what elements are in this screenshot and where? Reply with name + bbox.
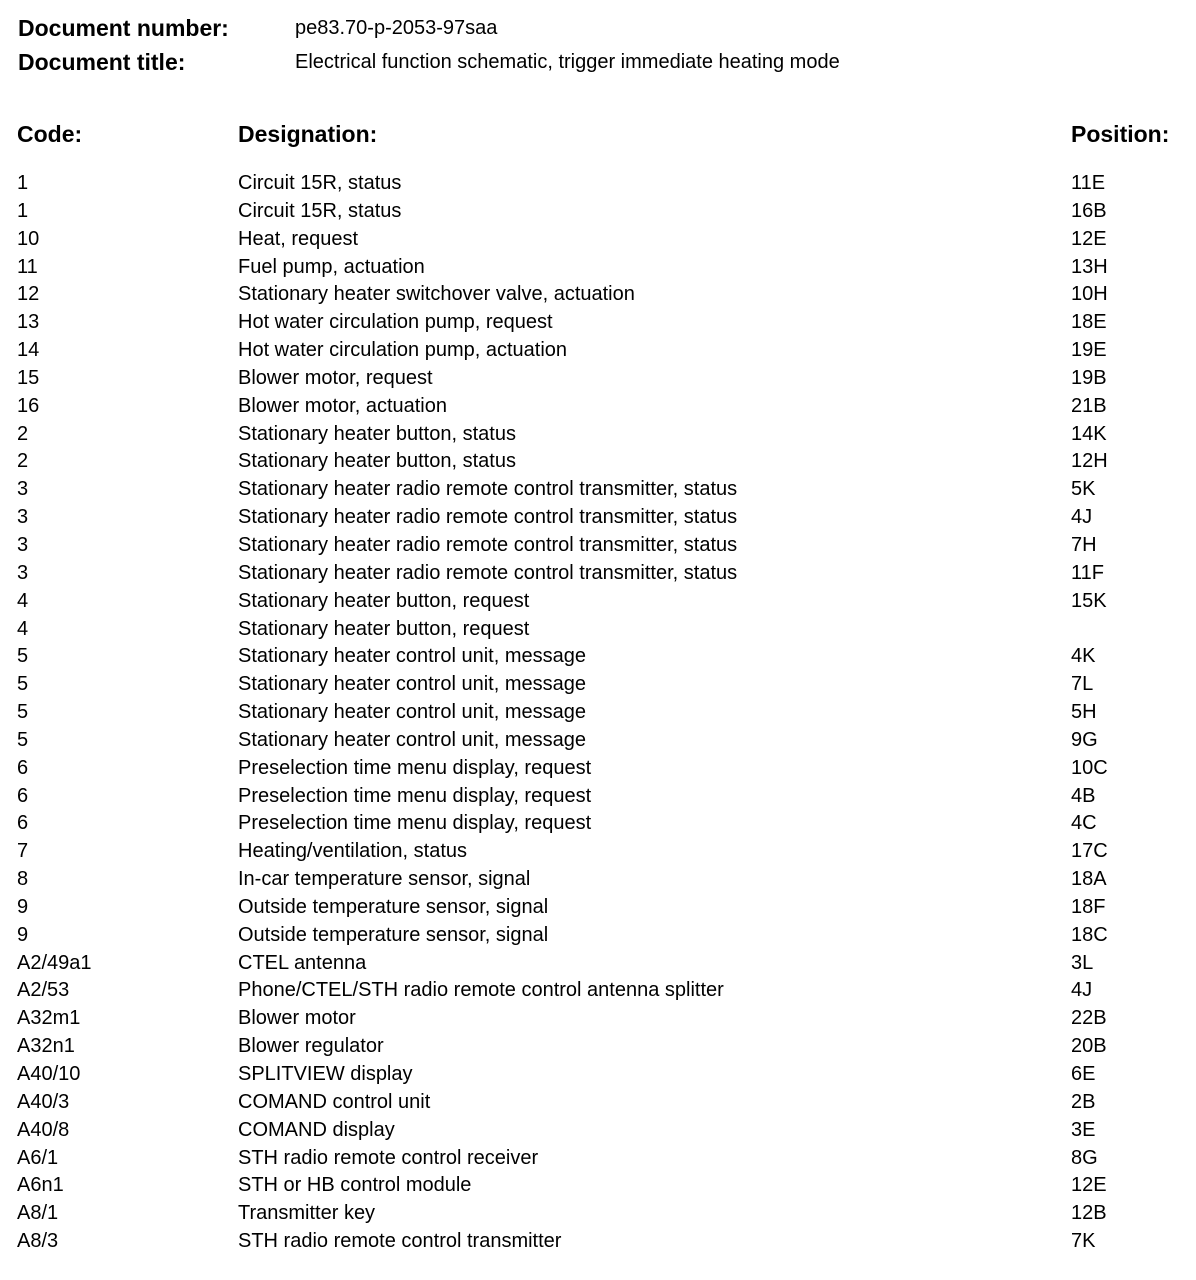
table-row: [0, 755, 1196, 783]
row-designation: Preselection time menu display, request: [238, 812, 592, 835]
row-code: 6: [17, 812, 29, 835]
table-row: [0, 365, 1196, 393]
row-code: 2: [17, 422, 29, 445]
row-designation: Stationary heater control unit, message: [238, 728, 586, 751]
row-position: 5H: [1071, 701, 1097, 724]
row-designation: Blower motor: [238, 1007, 356, 1030]
document-title-value: Electrical function schematic, trigger immediate heating mode: [295, 51, 840, 73]
row-code: 7: [17, 840, 29, 863]
row-position: 5K: [1071, 478, 1096, 501]
table-row: [0, 866, 1196, 894]
table-row: [0, 226, 1196, 254]
row-position: 18C: [1071, 923, 1108, 946]
row-designation: COMAND control unit: [238, 1090, 431, 1113]
row-designation: Stationary heater control unit, message: [238, 701, 586, 724]
table-row: [0, 532, 1196, 560]
row-position: 4C: [1071, 812, 1097, 835]
row-code: A6/1: [17, 1146, 59, 1169]
row-designation: STH radio remote control receiver: [238, 1146, 539, 1169]
row-code: 5: [17, 645, 29, 668]
table-row: [0, 950, 1196, 978]
row-code: A32n1: [17, 1035, 75, 1058]
row-code: 4: [17, 589, 29, 612]
table-row: [0, 699, 1196, 727]
row-position: 22B: [1071, 1007, 1107, 1030]
row-position: 20B: [1071, 1035, 1107, 1058]
row-position: 12E: [1071, 1174, 1107, 1197]
row-code: A40/3: [17, 1090, 70, 1113]
row-code: 3: [17, 533, 29, 556]
table-row: [0, 977, 1196, 1005]
row-designation: Phone/CTEL/STH radio remote control antenna splitter: [238, 979, 724, 1002]
row-designation: Blower motor, request: [238, 366, 433, 389]
row-code: A2/53: [17, 979, 70, 1002]
document-title-label: Document title:: [18, 49, 186, 75]
row-position: 18F: [1071, 895, 1106, 918]
table-row: [0, 1117, 1196, 1145]
table-row: [0, 1033, 1196, 1061]
row-designation: Heating/ventilation, status: [238, 840, 468, 863]
row-designation: Stationary heater button, status: [238, 450, 516, 473]
row-code: 2: [17, 450, 29, 473]
table-row: [0, 504, 1196, 532]
row-code: 1: [17, 199, 29, 222]
row-designation: SPLITVIEW display: [238, 1063, 413, 1085]
row-position: 8G: [1071, 1146, 1098, 1169]
row-position: 7K: [1071, 1230, 1096, 1253]
table-row: [0, 170, 1196, 198]
row-position: 10C: [1071, 756, 1108, 779]
table-row: [0, 643, 1196, 671]
row-designation: Stationary heater button, request: [238, 589, 530, 612]
row-code: 10: [17, 227, 40, 250]
row-position: 4B: [1071, 784, 1096, 807]
table-row: [0, 922, 1196, 950]
row-designation: Stationary heater button, request: [238, 617, 530, 640]
row-designation: Stationary heater radio remote control transmitter, status: [238, 533, 738, 556]
row-position: 18A: [1071, 868, 1107, 891]
row-code: A8/3: [17, 1230, 59, 1253]
row-designation: COMAND display: [238, 1118, 395, 1141]
table-row: [0, 1200, 1196, 1228]
table-row: [0, 1145, 1196, 1173]
table-row: [0, 588, 1196, 616]
document-number-value: pe83.70-p-2053-97saa: [295, 17, 498, 39]
row-designation: STH or HB control module: [238, 1174, 472, 1197]
row-code: 6: [17, 784, 29, 807]
row-code: A40/8: [17, 1118, 70, 1141]
row-code: 15: [17, 366, 40, 389]
row-position: 12H: [1071, 450, 1108, 473]
row-designation: Stationary heater button, status: [238, 422, 516, 445]
row-designation: Hot water circulation pump, actuation: [238, 339, 568, 362]
row-code: A2/49a1: [17, 951, 92, 974]
row-code: A8/1: [17, 1202, 59, 1225]
table-row: [0, 616, 1196, 644]
row-position: 12E: [1071, 227, 1107, 250]
table-row: [0, 810, 1196, 838]
row-designation: Stationary heater control unit, message: [238, 673, 586, 696]
table-row: [0, 1228, 1196, 1256]
row-designation: Stationary heater radio remote control transmitter, status: [238, 561, 738, 584]
row-designation: Stationary heater control unit, message: [238, 645, 586, 668]
row-code: A40/10: [17, 1063, 81, 1085]
table-row: [0, 281, 1196, 309]
row-designation: In-car temperature sensor, signal: [238, 868, 531, 891]
legend-table: [0, 170, 1196, 1256]
header-designation: Designation:: [238, 121, 378, 147]
row-designation: Circuit 15R, status: [238, 199, 402, 222]
row-code: 3: [17, 478, 29, 501]
row-designation: Stationary heater radio remote control transmitter, status: [238, 506, 738, 529]
row-code: 14: [17, 339, 40, 362]
row-position: 3L: [1071, 951, 1094, 974]
table-row: [0, 894, 1196, 922]
row-code: 6: [17, 756, 29, 779]
row-designation: Fuel pump, actuation: [238, 255, 425, 278]
row-designation: Heat, request: [238, 227, 359, 250]
row-code: 3: [17, 506, 29, 529]
row-position: 11F: [1071, 561, 1104, 584]
row-designation: Transmitter key: [238, 1202, 376, 1225]
row-position: 9G: [1071, 728, 1098, 751]
row-code: 1: [17, 172, 29, 194]
row-position: 4J: [1071, 506, 1093, 529]
row-designation: Preselection time menu display, request: [238, 756, 592, 779]
row-designation: Blower regulator: [238, 1035, 384, 1058]
table-row: [0, 421, 1196, 449]
row-code: 5: [17, 701, 29, 724]
table-row: [0, 671, 1196, 699]
row-position: 14K: [1071, 422, 1107, 445]
row-code: 5: [17, 673, 29, 696]
table-header: [0, 118, 1196, 150]
row-designation: STH radio remote control transmitter: [238, 1230, 562, 1253]
row-code: 3: [17, 561, 29, 584]
row-code: 9: [17, 923, 29, 946]
row-designation: Blower motor, actuation: [238, 394, 447, 417]
row-position: 21B: [1071, 394, 1107, 417]
table-row: [0, 476, 1196, 504]
row-position: 12B: [1071, 1202, 1107, 1225]
row-code: 11: [17, 255, 38, 278]
row-position: 4J: [1071, 979, 1093, 1002]
table-row: [0, 448, 1196, 476]
table-row: [0, 309, 1196, 337]
table-row: [0, 198, 1196, 226]
table-row: [0, 560, 1196, 588]
row-code: 12: [17, 283, 40, 306]
table-row: [0, 1005, 1196, 1033]
row-position: 6E: [1071, 1063, 1096, 1085]
row-code: A6n1: [17, 1174, 64, 1197]
row-position: 15K: [1071, 589, 1107, 612]
row-designation: Hot water circulation pump, request: [238, 311, 553, 334]
row-position: 17C: [1071, 840, 1108, 863]
table-row: [0, 727, 1196, 755]
row-code: 4: [17, 617, 29, 640]
row-position: 7L: [1071, 673, 1094, 696]
row-position: 18E: [1071, 311, 1107, 334]
row-designation: Stationary heater radio remote control transmitter, status: [238, 478, 738, 501]
row-code: 5: [17, 728, 29, 751]
row-position: 10H: [1071, 283, 1108, 306]
row-code: 8: [17, 868, 29, 891]
table-row: [0, 337, 1196, 365]
document-number-label: Document number:: [18, 15, 229, 41]
row-designation: Outside temperature sensor, signal: [238, 895, 549, 918]
table-row: [0, 1089, 1196, 1117]
table-row: [0, 1061, 1196, 1089]
row-position: 7H: [1071, 533, 1097, 556]
row-designation: CTEL antenna: [238, 951, 367, 974]
table-row: [0, 393, 1196, 421]
row-position: 19E: [1071, 339, 1107, 362]
header-code: Code:: [17, 121, 83, 147]
row-designation: Stationary heater switchover valve, actuation: [238, 283, 635, 306]
row-position: 19B: [1071, 366, 1107, 389]
row-position: 4K: [1071, 645, 1096, 668]
row-position: 13H: [1071, 255, 1108, 278]
row-designation: Outside temperature sensor, signal: [238, 923, 549, 946]
row-designation: Circuit 15R, status: [238, 172, 402, 194]
row-code: 16: [17, 394, 40, 417]
row-position: 3E: [1071, 1118, 1096, 1141]
row-code: 13: [17, 311, 40, 334]
table-row: [0, 783, 1196, 811]
row-code: A32m1: [17, 1007, 81, 1030]
table-row: [0, 838, 1196, 866]
header-position: Position:: [1071, 121, 1170, 147]
row-position: 2B: [1071, 1090, 1096, 1113]
row-designation: Preselection time menu display, request: [238, 784, 592, 807]
row-position: 16B: [1071, 199, 1107, 222]
row-code: 9: [17, 895, 29, 918]
table-row: [0, 254, 1196, 282]
table-row: [0, 1172, 1196, 1200]
row-position: 11E: [1071, 172, 1106, 194]
